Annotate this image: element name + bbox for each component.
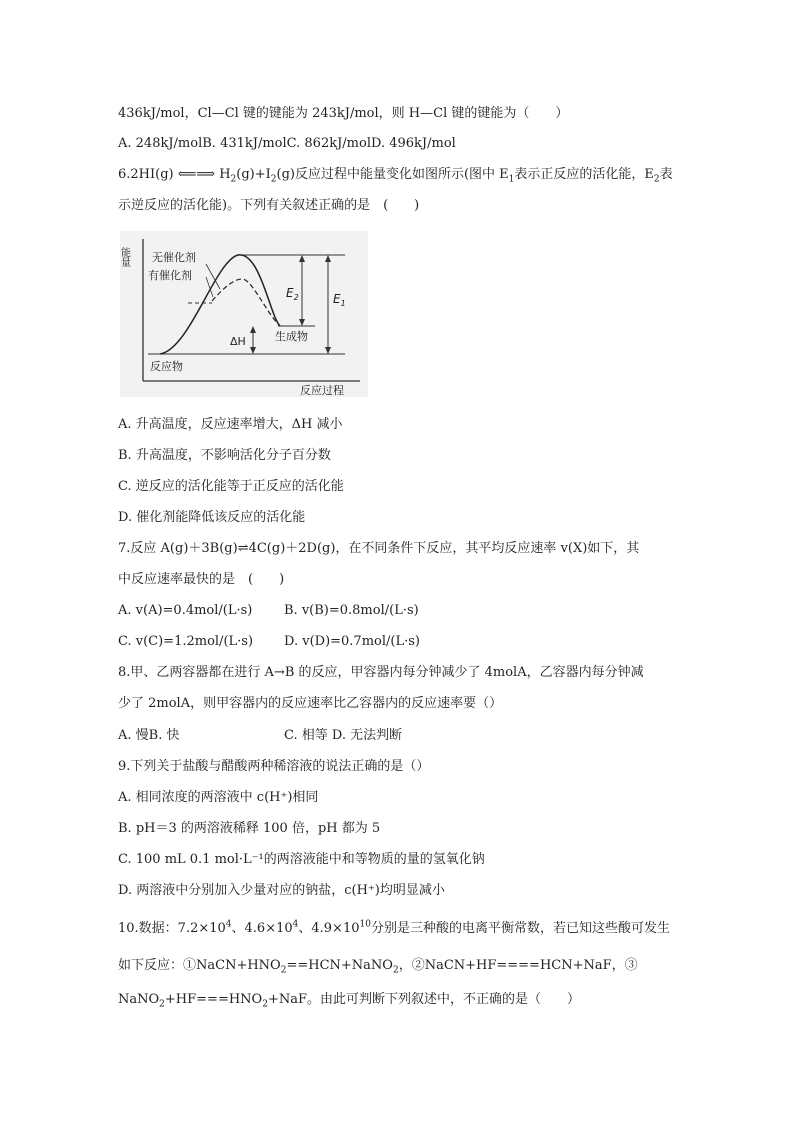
arrowhead-icon [250,326,256,333]
arrowhead-icon [325,347,331,354]
energy-diagram [120,231,368,397]
reactant-formula: 2HI(g) [130,167,174,182]
y-axis-label: 能量 [118,247,130,267]
stem-text: 、4.9×10 [298,921,360,936]
stem-text: 如下反应：①NaCN+HNO [118,958,281,973]
subscript: 2 [230,174,237,185]
option-a: A. 升高温度，反应速率增大，ΔH 减小 [118,417,343,432]
stem-text: 4C(g)＋2D(g)，在不同条件下反应，其平均反应速率 v(X)如下，其 [248,541,640,556]
stem-text: 、4.6×10 [231,921,293,936]
arrowhead-icon [299,319,305,326]
option-row [118,728,402,744]
subscript: 2 [262,999,268,1010]
question-6-stem-cont: 示逆反应的活化能)。下列有关叙述正确的是 ( ) [118,198,420,213]
subscript: 1 [508,174,515,185]
superscript: 10 [359,919,371,930]
question-8-stem: 8.甲、乙两容器都在进行 A→B 的反应，甲容器内每分钟减少了 4molA，乙容器内每分钟减 [118,665,644,680]
option-a: A. 相同浓度的两溶液中 c(H⁺)相同 [118,790,319,805]
formula-part: H [219,167,231,182]
stem-text: 分别是三种酸的电离平衡常数，若已知这些酸可发生 [370,921,670,936]
question-7-stem [118,541,639,557]
subscript: 2 [159,999,165,1010]
with-catalyst-label: 有催化剂 [148,269,192,282]
stem-text: 7.反应 A(g)＋3B(g) [118,541,238,556]
e2-label: $E_2$ [286,286,299,302]
answer-options: A. 248kJ/molB. 431kJ/molC. 862kJ/molD. 496kJ/mol [118,136,456,151]
arrowhead-icon [299,255,305,262]
option-cd: C. 相等 D. 无法判断 [284,728,403,743]
option-d: D. v(D)=0.7mol/(L·s) [284,634,420,649]
text-line: 436kJ/mol，Cl—Cl 键的键能为 243kJ/mol，则 H—Cl 键的键能为（ ） [118,106,569,121]
product-label: 生成物 [275,330,308,343]
stem-text: 10.数据：7.2×10 [118,921,226,936]
stem-text: 表示正反应的活化能，E [514,167,654,182]
e1-label: $E_1$ [333,292,346,308]
stem-text: ，②NaCN+HF====HCN+NaF，③ [398,958,638,973]
superscript: 4 [292,919,299,930]
option-d: D. 催化剂能降低该反应的活化能 [118,510,306,525]
question-number: 6. [118,167,131,182]
option-b: B. 升高温度，不影响活化分子百分数 [118,448,331,463]
option-a: A. v(A)=0.4mol/(L·s) [118,603,253,618]
stem-text: 表 [659,167,673,182]
option-b: B. v(B)=0.8mol/(L·s) [284,603,419,618]
delta-h-label: ΔH [230,335,246,348]
subscript: 2 [392,965,399,976]
question-7-stem-cont: 中反应速率最快的是 ( ) [118,572,285,587]
option-ab: A. 慢B. 快 [118,728,180,743]
question-10-stem-cont [118,992,580,1008]
equilibrium-arrow-icon: ⇌ [237,541,249,556]
question-10-stem [118,921,670,937]
subscript: 2 [653,174,660,185]
option-row [118,634,420,650]
stem-text: ==HCN+NaNO [286,958,393,973]
formula-part: (g)+I [236,167,271,182]
subscript: 2 [270,174,277,185]
option-c: C. 100 mL 0.1 mol·L⁻¹的两溶液能中和等物质的量的氢氧化钠 [118,852,485,867]
stem-text: (g)反应过程中能量变化如图所示(图中 E [276,167,509,182]
stem-text: NaNO [118,992,160,1007]
question-6-stem [118,167,673,183]
no-catalyst-label: 无催化剂 [152,251,196,264]
question-8-stem-cont: 少了 2molA，则甲容器内的反应速率比乙容器内的反应速率要（） [118,696,503,711]
option-row [118,603,419,619]
option-b: B. pH＝3 的两溶液稀释 100 倍，pH 都为 5 [118,821,381,836]
option-c: C. 逆反应的活化能等于正反应的活化能 [118,479,344,494]
reactant-label: 反应物 [150,360,183,373]
option-c: C. v(C)=1.2mol/(L·s) [118,634,254,649]
superscript: 4 [225,919,232,930]
stem-text: +HF===HNO [164,992,263,1007]
x-axis-label: 反应过程 [300,384,344,397]
arrowhead-icon [325,255,331,262]
question-10-reactions [118,958,638,974]
option-d: D. 两溶液中分别加入少量对应的钠盐，c(H⁺)均明显减小 [118,883,445,898]
arrowhead-icon [250,347,256,354]
energy-diagram-svg [120,231,368,397]
equilibrium-arrow-icon: ⟸⟹ [177,167,216,182]
stem-text: +NaF。由此可判断下列叙述中，不正确的是（ ） [267,992,580,1007]
subscript: 2 [280,965,287,976]
question-9-stem: 9.下列关于盐酸与醋酸两种稀溶液的说法正确的是（） [118,759,430,774]
